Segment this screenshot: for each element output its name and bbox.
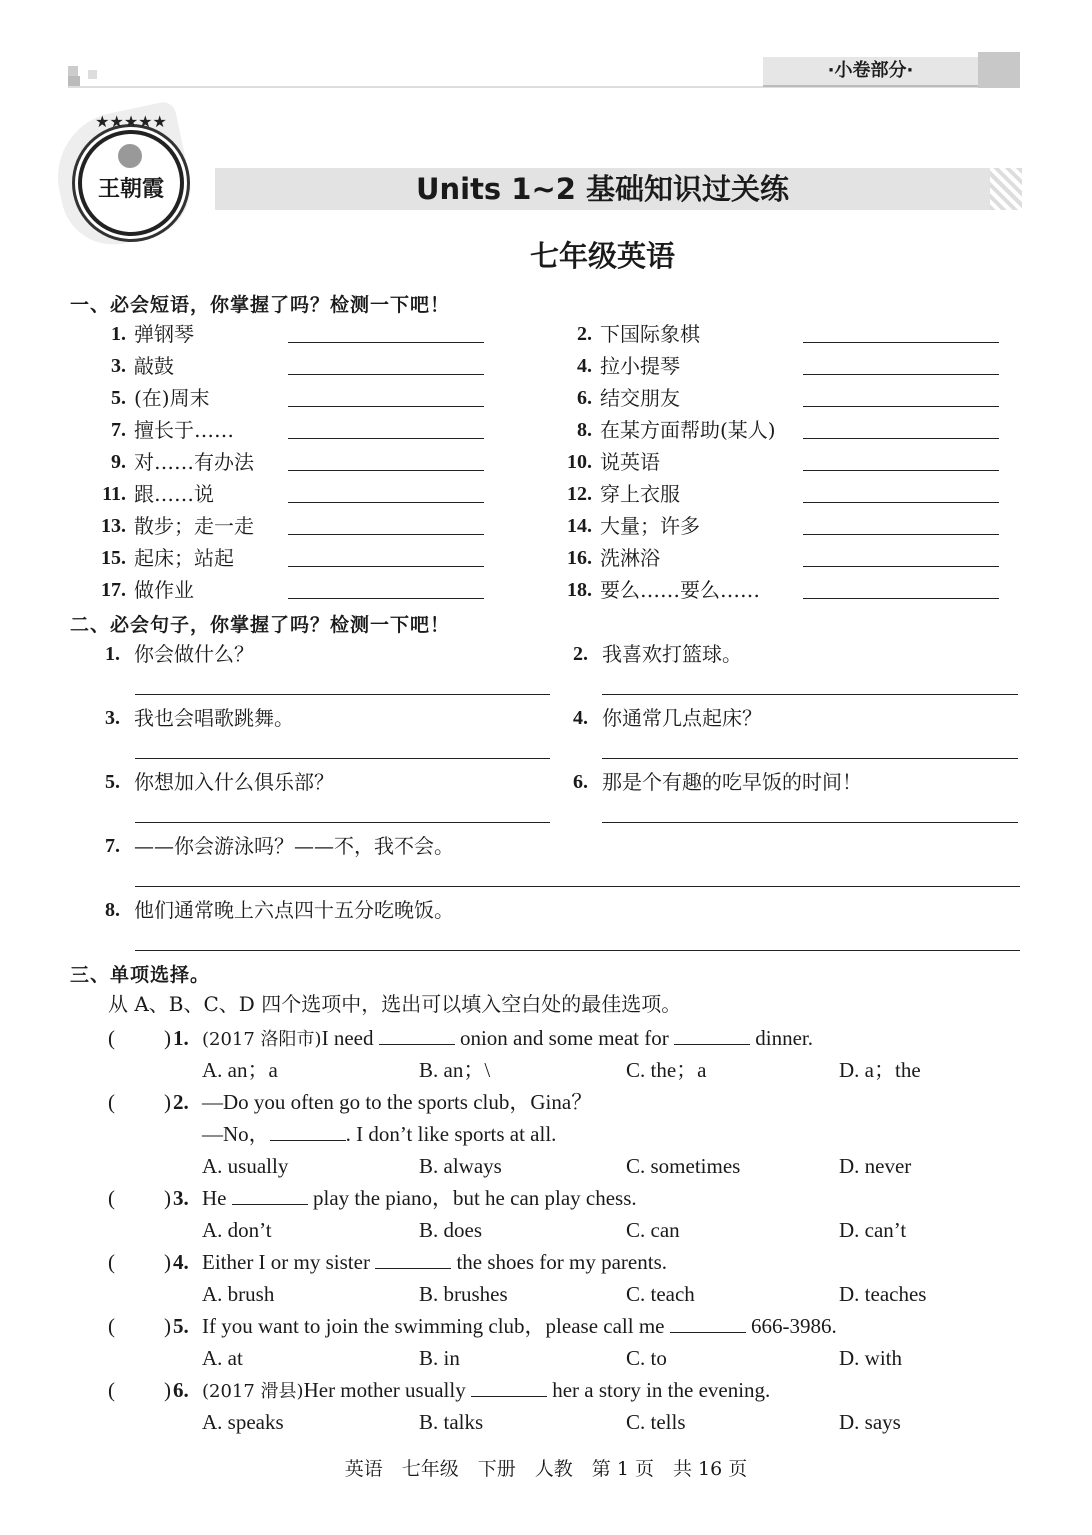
option-a[interactable]: A. brush xyxy=(202,1282,275,1306)
question-text xyxy=(202,1026,813,1052)
sentence-number: 8. xyxy=(105,899,120,921)
option-a[interactable]: A. at xyxy=(202,1346,243,1370)
answer-blank[interactable] xyxy=(803,470,999,471)
answer-blank[interactable] xyxy=(288,502,484,503)
answer-line[interactable] xyxy=(135,758,550,759)
phrase-number: 9. xyxy=(111,451,126,473)
question-line2b: . I don’t like sports at all. xyxy=(345,1122,557,1146)
answer-blank[interactable] xyxy=(803,374,999,375)
answer-bracket-close: ) xyxy=(164,1250,171,1274)
sentence-number: 6. xyxy=(573,771,588,793)
sentence-number: 7. xyxy=(105,835,120,857)
phrase-text: 下国际象棋 xyxy=(600,322,700,346)
question-b: onion and some meat for xyxy=(454,1026,674,1050)
question-a: Either I or my sister xyxy=(202,1250,376,1274)
sentence-text: 我也会唱歌跳舞。 xyxy=(134,706,294,730)
answer-bracket-close: ) xyxy=(164,1378,171,1402)
question-text xyxy=(202,1090,592,1114)
phrase-text: 散步；走一走 xyxy=(134,514,254,538)
phrase-text: 对……有办法 xyxy=(134,450,254,474)
sentence-number: 1. xyxy=(105,643,120,665)
option-d[interactable]: D. never xyxy=(839,1154,912,1178)
option-d[interactable]: D. can’t xyxy=(839,1218,907,1242)
option-b[interactable]: B. an；\ xyxy=(419,1058,491,1082)
answer-blank[interactable] xyxy=(288,598,484,599)
answer-blank[interactable] xyxy=(803,342,999,343)
answer-blank[interactable] xyxy=(288,566,484,567)
question-a: Her mother usually xyxy=(303,1378,471,1402)
question-c: dinner. xyxy=(750,1026,813,1050)
sentence-text: 那是个有趣的吃早饭的时间！ xyxy=(602,770,862,794)
logo-stars: ★★★★★ xyxy=(95,112,167,131)
sentence-number: 2. xyxy=(573,643,588,665)
corner-decoration xyxy=(88,70,97,79)
question-a: If you want to join the swimming club，please call me xyxy=(202,1314,670,1338)
phrase-number: 6. xyxy=(577,387,592,409)
part2-heading: 二、必会句子，你掌握了吗？检测一下吧！ xyxy=(70,614,451,636)
answer-bracket-close: ) xyxy=(164,1314,171,1338)
corner-decoration xyxy=(68,66,78,76)
phrase-number: 2. xyxy=(577,323,592,345)
answer-bracket-open[interactable]: ( xyxy=(108,1250,115,1274)
phrase-text: 擅长于…… xyxy=(134,418,234,442)
option-a[interactable]: A. an；a xyxy=(202,1058,278,1082)
option-b[interactable]: B. always xyxy=(419,1154,502,1178)
option-b[interactable]: B. talks xyxy=(419,1410,484,1434)
answer-line[interactable] xyxy=(135,694,550,695)
option-c[interactable]: C. teach xyxy=(626,1282,695,1306)
question-b: her a story in the evening. xyxy=(546,1378,771,1402)
page-footer: 英语 七年级 下册 人教 第 1 页 共 16 页 xyxy=(344,1458,748,1480)
answer-blank[interactable] xyxy=(288,470,484,471)
sentence-text: ——你会游泳吗？——不，我不会。 xyxy=(134,834,454,858)
option-b[interactable]: B. does xyxy=(419,1218,482,1242)
answer-bracket-close: ) xyxy=(164,1186,171,1210)
phrase-text: 起床；站起 xyxy=(134,546,234,570)
option-d[interactable]: D. a；the xyxy=(839,1058,921,1082)
question-line2a: —No， xyxy=(202,1122,270,1146)
sentence-number: 5. xyxy=(105,771,120,793)
phrase-text: 要么……要么…… xyxy=(600,578,760,602)
phrase-number: 7. xyxy=(111,419,126,441)
option-a[interactable]: A. usually xyxy=(202,1154,289,1178)
answer-blank[interactable] xyxy=(270,1122,346,1141)
answer-blank[interactable] xyxy=(288,342,484,343)
answer-line[interactable] xyxy=(135,950,1020,951)
option-c[interactable]: C. the；a xyxy=(626,1058,707,1082)
question-a: I need xyxy=(321,1026,379,1050)
answer-blank[interactable] xyxy=(232,1186,308,1205)
option-c[interactable]: C. to xyxy=(626,1346,667,1370)
answer-blank[interactable] xyxy=(803,438,999,439)
answer-line[interactable] xyxy=(602,694,1018,695)
answer-bracket-open[interactable]: ( xyxy=(108,1090,115,1114)
question-number: 2. xyxy=(173,1090,189,1114)
question-text xyxy=(202,1378,770,1404)
question-b: play the piano，but he can play chess. xyxy=(307,1186,637,1210)
phrase-text: 结交朋友 xyxy=(600,386,680,410)
logo-portrait xyxy=(118,144,142,168)
answer-blank[interactable] xyxy=(803,406,999,407)
sentence-number: 3. xyxy=(105,707,120,729)
question-number: 6. xyxy=(173,1378,189,1402)
part3-instruction: 从 A、B、C、D 四个选项中，选出可以填入空白处的最佳选项。 xyxy=(108,992,682,1016)
phrase-text: 做作业 xyxy=(134,578,194,602)
answer-line[interactable] xyxy=(135,822,550,823)
part3-heading: 三、单项选择。 xyxy=(70,964,211,986)
phrase-number: 12. xyxy=(567,483,592,505)
answer-blank[interactable] xyxy=(803,566,999,567)
answer-blank[interactable] xyxy=(375,1250,451,1269)
phrase-text: 拉小提琴 xyxy=(600,354,680,378)
phrase-number: 8. xyxy=(577,419,592,441)
phrase-number: 18. xyxy=(567,579,592,601)
option-b[interactable]: B. in xyxy=(419,1346,460,1370)
phrase-number: 15. xyxy=(101,547,126,569)
answer-blank[interactable] xyxy=(803,534,999,535)
phrase-text: 在某方面帮助(某人) xyxy=(600,418,776,442)
option-d[interactable]: D. with xyxy=(839,1346,902,1370)
question-line1: —Do you often go to the sports club，Gina？ xyxy=(202,1090,593,1114)
question-text xyxy=(202,1250,667,1274)
answer-blank[interactable] xyxy=(803,502,999,503)
phrase-text: 说英语 xyxy=(600,450,660,474)
answer-blank[interactable] xyxy=(288,374,484,375)
answer-line[interactable] xyxy=(602,758,1018,759)
question-number: 1. xyxy=(173,1026,189,1050)
question-source: (2017 滑县) xyxy=(202,1381,304,1402)
answer-bracket-open[interactable]: ( xyxy=(108,1314,115,1338)
option-d[interactable]: D. teaches xyxy=(839,1282,927,1306)
answer-bracket-open[interactable]: ( xyxy=(108,1026,115,1050)
answer-blank[interactable] xyxy=(674,1026,750,1045)
tab-block xyxy=(978,52,1020,88)
answer-bracket-close: ) xyxy=(164,1026,171,1050)
phrase-text: 弹钢琴 xyxy=(134,322,194,346)
logo xyxy=(78,112,184,236)
answer-blank[interactable] xyxy=(288,406,484,407)
phrase-number: 10. xyxy=(567,451,592,473)
phrase-text: 穿上衣服 xyxy=(600,482,680,506)
logo-text: 王朝霞 xyxy=(97,176,164,202)
answer-bracket-open[interactable]: ( xyxy=(108,1186,115,1210)
option-c[interactable]: C. sometimes xyxy=(626,1154,741,1178)
answer-blank[interactable] xyxy=(288,534,484,535)
answer-blank[interactable] xyxy=(471,1378,547,1397)
question-number: 3. xyxy=(173,1186,189,1210)
phrase-text: 大量；许多 xyxy=(600,514,700,538)
phrase-number: 17. xyxy=(101,579,126,601)
option-d[interactable]: D. says xyxy=(839,1410,901,1434)
title-band-dots xyxy=(990,168,1022,210)
sentence-text: 你想加入什么俱乐部？ xyxy=(134,770,334,794)
phrase-number: 16. xyxy=(567,547,592,569)
question-source: (2017 洛阳市) xyxy=(202,1029,322,1050)
answer-line[interactable] xyxy=(602,822,1018,823)
option-c[interactable]: C. tells xyxy=(626,1410,686,1434)
phrase-number: 11. xyxy=(102,483,126,505)
option-a[interactable]: A. don’t xyxy=(202,1218,272,1242)
phrase-text: (在)周末 xyxy=(134,386,210,410)
question-text xyxy=(202,1314,837,1338)
corner-decoration xyxy=(68,76,80,86)
answer-blank[interactable] xyxy=(803,598,999,599)
phrase-number: 3. xyxy=(111,355,126,377)
question-text xyxy=(202,1122,556,1146)
answer-blank[interactable] xyxy=(379,1026,455,1045)
phrase-number: 14. xyxy=(567,515,592,537)
sentence-number: 4. xyxy=(573,707,588,729)
question-b: 666-3986. xyxy=(745,1314,837,1338)
question-number: 5. xyxy=(173,1314,189,1338)
answer-bracket-open[interactable]: ( xyxy=(108,1378,115,1402)
phrase-number: 5. xyxy=(111,387,126,409)
answer-bracket-close: ) xyxy=(164,1090,171,1114)
answer-blank[interactable] xyxy=(288,438,484,439)
sentence-text: 他们通常晚上六点四十五分吃晚饭。 xyxy=(134,898,454,922)
phrase-number: 13. xyxy=(101,515,126,537)
answer-blank[interactable] xyxy=(670,1314,746,1333)
page-subtitle: 七年级英语 xyxy=(529,239,675,273)
page-title: Units 1~2 基础知识过关练 xyxy=(415,172,790,206)
option-a[interactable]: A. speaks xyxy=(202,1410,284,1434)
question-a: He xyxy=(202,1186,232,1210)
section-tab: ·小卷部分· xyxy=(763,57,978,87)
phrase-text: 洗淋浴 xyxy=(600,546,660,570)
phrase-text: 跟……说 xyxy=(134,482,214,506)
option-b[interactable]: B. brushes xyxy=(419,1282,508,1306)
phrase-number: 4. xyxy=(577,355,592,377)
phrase-text: 敲鼓 xyxy=(134,354,174,378)
sentence-text: 你通常几点起床？ xyxy=(602,706,762,730)
part1-heading: 一、必会短语，你掌握了吗？检测一下吧！ xyxy=(70,294,451,316)
question-b: the shoes for my parents. xyxy=(451,1250,668,1274)
option-c[interactable]: C. can xyxy=(626,1218,680,1242)
question-number: 4. xyxy=(173,1250,189,1274)
question-text xyxy=(202,1186,637,1210)
phrase-number: 1. xyxy=(111,323,126,345)
answer-line[interactable] xyxy=(135,886,1020,887)
sentence-text: 我喜欢打篮球。 xyxy=(602,642,742,666)
sentence-text: 你会做什么？ xyxy=(134,642,254,666)
